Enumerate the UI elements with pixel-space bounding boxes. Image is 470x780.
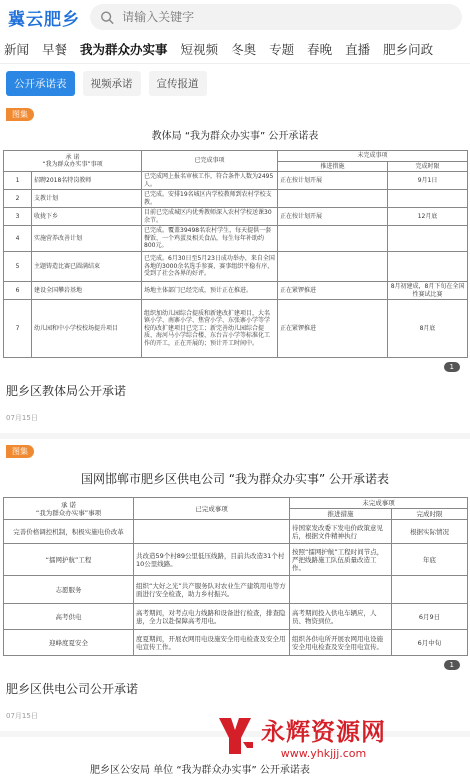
table-row: 7 幼儿园和中小学校校场提升项目 组织加幼儿园综合提质和新建改扩建项目，大名镇小学、南寨小学、焦营小学、东张寨小学等学校的改扩建项目已完工；新完善幼儿园综合提质、海河马小学综合楼、东台吉小学等标准化工作的开工，正在开展的；预计开工时间中。 正在紧锣推进 8月底 (4, 300, 468, 358)
nav-item-topics[interactable]: 专题 (269, 41, 295, 57)
nav-item-breakfast[interactable]: 早餐 (42, 41, 68, 57)
nav-overflow-fade (458, 34, 470, 64)
search-icon (100, 10, 114, 25)
nav-item-spring-gala[interactable]: 春晚 (307, 41, 333, 57)
image-count-badge: 1 (444, 362, 460, 372)
table-row: 6 建设全国攀岩基地 场地主体部门已经完成，预计正在推进。 正在紧锣推进 8月初建成，8月下旬在全国性赛试比赛 (4, 282, 468, 300)
header-commit: 承 诺 “我为群众办实事”事项 (4, 151, 142, 172)
nav-item-politics[interactable]: 肥乡问政 (383, 41, 434, 57)
doc-title: 教体局 “我为群众办实事” 公开承诺表 (151, 131, 319, 142)
table-row: 完善价格调控机制，积极实施电价改革 待国家发改委下发电价政策意见后，根据文件精神执行 根据实际情况 (4, 520, 468, 544)
image-count-badge: 1 (444, 660, 460, 670)
table-row: 高考供电 高考期间，对考点电力线路和设备进行检查，排查隐患，全力以赴保障高考用电。 高考期间投入供电车辆应，人员、物资到位。 6月9日 (4, 604, 468, 630)
header-deadline: 完成时限 (388, 161, 468, 172)
tab-publicity-report[interactable]: 宣传报道 (149, 71, 207, 96)
watermark-brand: 永辉资源网 (261, 718, 386, 746)
header-commit: 承 诺 “我为群众办实事”事项 (4, 498, 134, 520)
search-input[interactable] (122, 10, 452, 24)
table-row: 志愿服务 组织“大好之光”共产服务队对农业生产建筑用电等方面进行安全检查，助力乡村振兴。 (4, 576, 468, 604)
channel-nav (0, 34, 470, 64)
header-undone: 未完成事项 (290, 498, 468, 509)
table-row: 3 收拢下乡 目前已完成城区内优秀教师深入农村学校送课30余节。 正在按计划开展 12月底 (4, 208, 468, 226)
article-image[interactable] (0, 127, 470, 371)
article-date: 07月15日 (6, 414, 38, 422)
article-image[interactable] (0, 470, 470, 670)
table-row: 2 支教计划 已完成。安排19名城区内学校教师到农村学校支教。 (4, 190, 468, 208)
table-row: 1 招聘2018名特岗教师 已完成网上报名审核工作，符合条件人数为2495人。 正在按计划开展 9月1日 (4, 172, 468, 190)
sub-tabs (0, 64, 470, 102)
article-title[interactable]: 肥乡区供电公司公开承诺 (6, 682, 139, 697)
commitment-table (3, 150, 468, 358)
table-row: 4 实施营养改善计划 已完成。覆盖39498名农村学生，每天提供一套餐饭、一个鸡蛋及相关食品，每生每年补助约800元。 (4, 226, 468, 252)
commitment-table (3, 497, 468, 656)
gallery-tag: 图集 (6, 108, 34, 121)
article-title[interactable]: 肥乡区教体局公开承诺 (6, 384, 127, 398)
table-row: 5 主题铸造比赛已圆满结束 已完成。6月30日至5月23日成功举办，来自全国各地的3000余名选手参赛，赛事组织平稳有序，受到了社会各界的好评。 (4, 252, 468, 282)
search-box[interactable] (90, 4, 462, 30)
article-card[interactable] (0, 439, 470, 737)
app-logo[interactable]: 冀云肥乡 (8, 9, 80, 30)
article-date: 07月15日 (6, 712, 38, 721)
watermark (213, 712, 386, 760)
header-done: 已完成事项 (134, 498, 290, 520)
nav-item-live[interactable]: 直播 (345, 41, 371, 57)
header-done: 已完成事项 (142, 151, 278, 172)
header-undone: 未完成事项 (278, 151, 468, 162)
watermark-url: www.yhkjjj.com (280, 747, 367, 760)
tab-commitment-table[interactable]: 公开承诺表 (6, 71, 75, 96)
tab-video-commitment[interactable]: 视频承诺 (83, 71, 141, 96)
nav-item-serve-people[interactable]: 我为群众办实事 (80, 41, 168, 57)
doc-title: 国网邯郸市肥乡区供电公司 “我为群众办实事” 公开承诺表 (80, 472, 390, 486)
nav-item-short-video[interactable]: 短视频 (180, 41, 219, 57)
next-article-preview[interactable]: 肥乡区公安局 单位 “我为群众办实事” 公开承诺表 (90, 765, 310, 777)
table-row: 迎峰度夏安全 度夏期间，开展农网用电设施安全用电检查及安全用电宣传工作。 组织各供电所开展农网用电设施安全用电检查及安全用电宣传。 6月中旬 (4, 630, 468, 656)
article-card[interactable] (0, 102, 470, 439)
app-header (0, 0, 470, 34)
gallery-tag: 图集 (6, 445, 34, 458)
header-progress: 推进措施 (278, 161, 388, 172)
table-row: “擂网护航”工程 共改造59个村89公里低压线路，目前共改造31个村10公里线路。 按照“擂网护航”工程时间节点，严把线路施工队伍质量改造工作。 年底 (4, 544, 468, 576)
nav-item-winter-olympics[interactable]: 冬奥 (231, 41, 257, 57)
header-deadline: 完成时限 (392, 509, 468, 520)
nav-item-news[interactable]: 新闻 (4, 41, 30, 57)
header-progress: 推进措施 (290, 509, 392, 520)
watermark-logo-icon (213, 714, 257, 758)
